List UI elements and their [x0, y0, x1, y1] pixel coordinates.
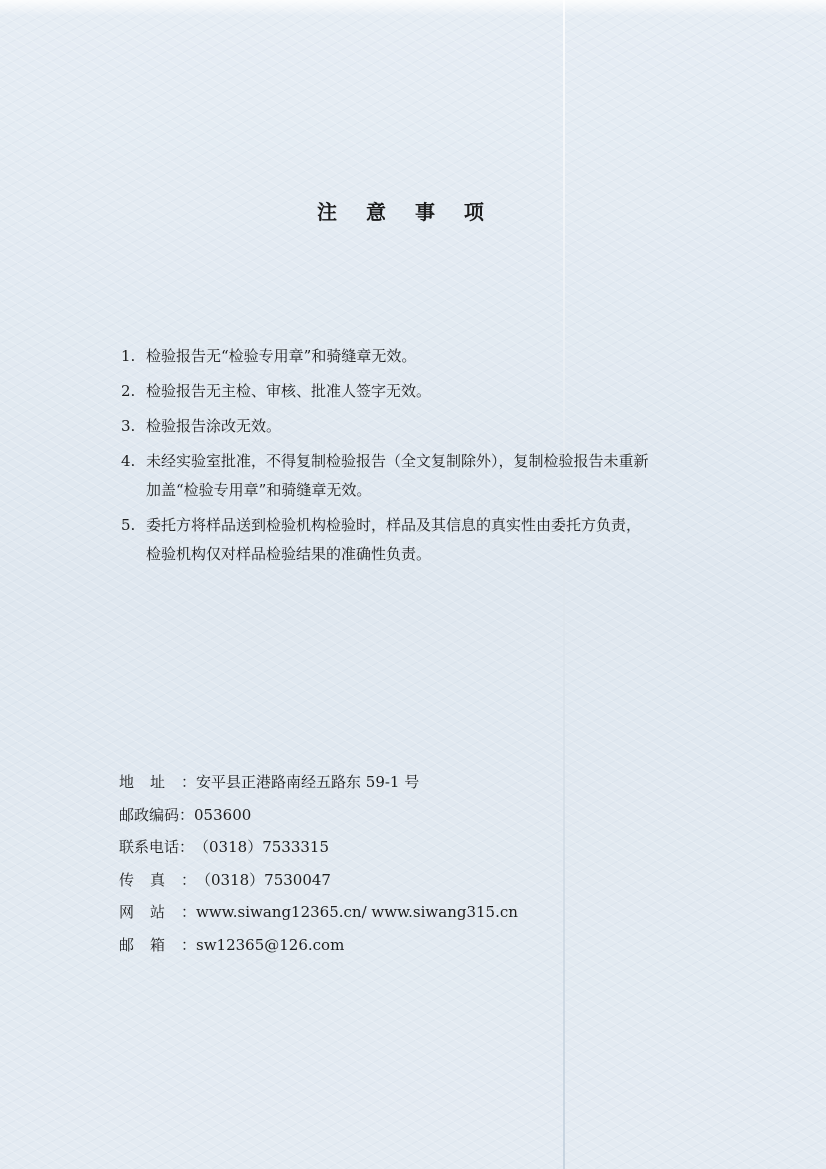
notice-item-line: 未经实验室批准，不得复制检验报告（全文复制除外），复制检验报告未重新 — [146, 452, 649, 470]
notice-item-line: 检验报告无主检、审核、批准人签字无效。 — [146, 382, 432, 400]
notice-item-line: 加盖“检验专用章”和骑缝章无效。 — [146, 481, 372, 499]
notice-item-text — [146, 412, 706, 441]
contact-address-value: 安平县正港路南经五路东 59-1 号 — [196, 773, 420, 791]
notice-item-5 — [121, 511, 721, 569]
notice-item-number: 3. — [121, 417, 136, 435]
notice-item-text — [146, 342, 706, 371]
paper-top-edge — [0, 0, 826, 16]
notice-item-line: 检验报告涂改无效。 — [146, 417, 282, 435]
notice-title: 注 意 事 项 — [317, 200, 495, 224]
contact-postcode-label: 邮政编码： — [119, 805, 195, 824]
notice-item-line: 检验报告无“检验专用章”和骑缝章无效。 — [146, 347, 417, 365]
notice-item-number: 2. — [121, 382, 136, 400]
notice-item-number: 4. — [121, 452, 136, 470]
notice-item-line: 检验机构仅对样品检验结果的准确性负责。 — [146, 545, 432, 563]
contact-address-label: 地址： — [119, 773, 196, 791]
notice-item-4 — [121, 447, 721, 505]
notice-item-text — [146, 511, 706, 569]
contact-fax-value: （0318）7530047 — [196, 870, 331, 889]
notice-item-number: 1. — [121, 347, 136, 365]
contact-address-row — [119, 766, 719, 799]
contact-website-label: 网站： — [119, 903, 196, 921]
contact-email-row — [119, 929, 719, 962]
paper-fold-line — [563, 0, 565, 1169]
contact-email-label: 邮箱： — [119, 935, 196, 954]
contact-phone-value: （0318）7533315 — [194, 838, 329, 856]
contact-postcode-value: 053600 — [194, 805, 252, 824]
contact-fax-row — [119, 864, 719, 897]
notice-item-3 — [121, 412, 721, 441]
notice-list — [121, 342, 721, 575]
notice-item-1 — [121, 342, 721, 371]
contact-phone-label: 联系电话： — [119, 838, 195, 856]
contact-phone-row — [119, 831, 719, 864]
notice-item-number: 5. — [121, 516, 136, 534]
contact-email-value: sw12365@126.com — [196, 935, 345, 954]
contact-block — [119, 766, 719, 961]
contact-website-value: www.siwang12365.cn/ www.siwang315.cn — [196, 903, 518, 921]
notice-item-line: 委托方将样品送到检验机构检验时，样品及其信息的真实性由委托方负责， — [146, 516, 642, 534]
notice-item-2 — [121, 377, 721, 406]
contact-website-row — [119, 896, 719, 929]
contact-postcode-row — [119, 799, 719, 832]
contact-fax-label: 传真： — [119, 870, 196, 889]
notice-item-text — [146, 447, 706, 505]
notice-item-text — [146, 377, 706, 406]
